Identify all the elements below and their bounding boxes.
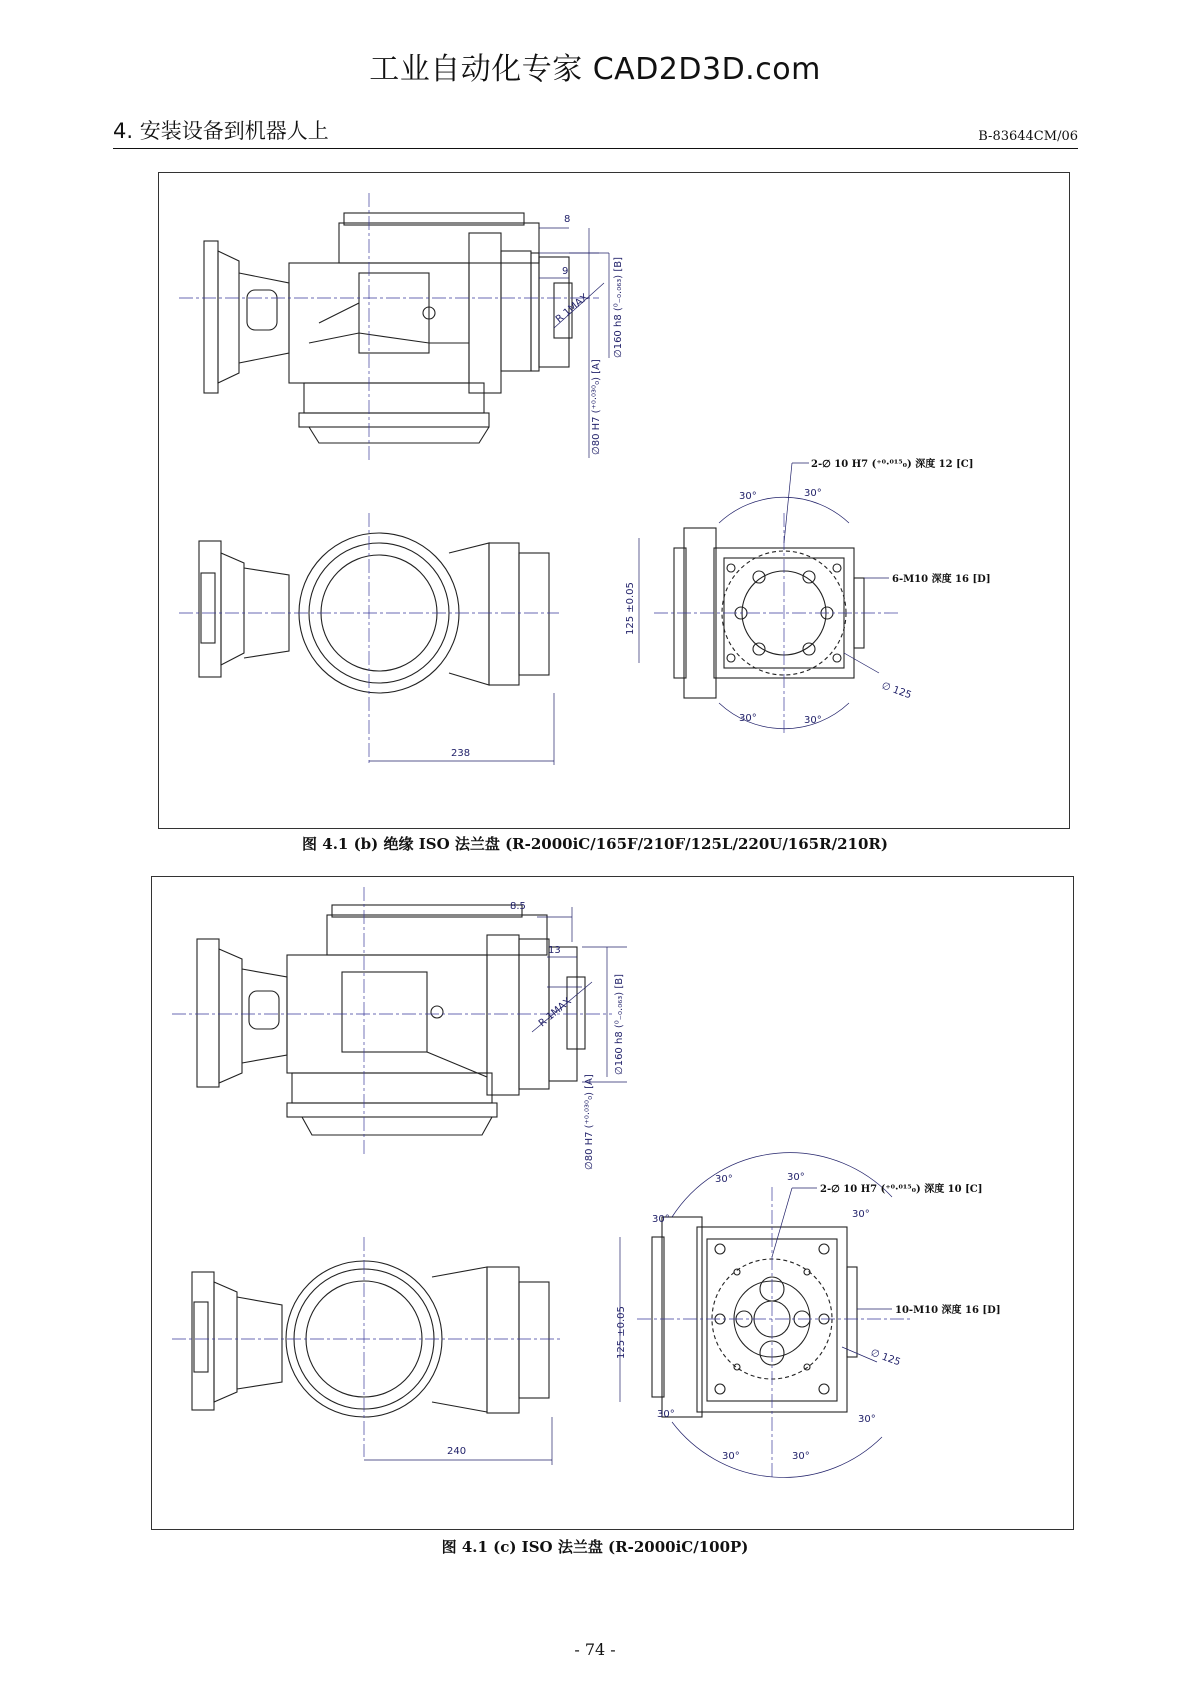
note-pin-holes: 2-∅ 10 H7 (⁺⁰·⁰¹⁵₀) 深度 10 [C] bbox=[820, 1184, 983, 1195]
dim-9: 9 bbox=[562, 266, 569, 277]
wrist-side-view-top bbox=[197, 905, 585, 1135]
dimension-lines bbox=[364, 907, 892, 1477]
dim-r1max: R 1MAX bbox=[553, 291, 591, 326]
dim-angle-30: 30° bbox=[652, 1214, 670, 1225]
dim-dia125: ∅ 125 bbox=[879, 680, 913, 702]
dim-dia160: ∅160 h8 (⁰₋₀.₀₆₃) [B] bbox=[614, 973, 625, 1075]
dim-angle-30: 30° bbox=[792, 1451, 810, 1462]
document-number: B-83644CM/06 bbox=[978, 129, 1078, 144]
dim-angle-30: 30° bbox=[722, 1451, 740, 1462]
dim-13: 13 bbox=[548, 945, 561, 956]
wrist-side-view-top bbox=[204, 213, 572, 443]
dimension-labels bbox=[447, 901, 902, 1462]
figure-b-drawing bbox=[158, 172, 1070, 829]
dim-angle-30: 30° bbox=[804, 715, 822, 726]
dim-angle-30: 30° bbox=[739, 491, 757, 502]
dim-8-5: 8.5 bbox=[510, 901, 526, 912]
figure-c-drawing bbox=[151, 876, 1074, 1530]
dim-dia160: ∅160 h8 (⁰₋₀.₀₆₃) [B] bbox=[613, 256, 624, 358]
figure-c-caption: 图 4.1 (c) ISO 法兰盘 (R-2000iC/100P) bbox=[441, 1538, 749, 1556]
dim-angle-30: 30° bbox=[715, 1174, 733, 1185]
note-tap-holes: 6-M10 深度 16 [D] bbox=[892, 574, 991, 585]
dim-angle-30: 30° bbox=[657, 1409, 675, 1420]
page-header bbox=[113, 118, 1078, 149]
dim-angle-30: 30° bbox=[852, 1209, 870, 1220]
dim-238: 238 bbox=[451, 748, 471, 759]
page-number: - 74 - bbox=[574, 1640, 616, 1659]
figure-b-svg bbox=[159, 173, 1069, 828]
figure-c-svg bbox=[152, 877, 1073, 1529]
figure-b-caption: 图 4.1 (b) 绝缘 ISO 法兰盘 (R-2000iC/165F/210F/125L/220U/165R/210R) bbox=[302, 835, 888, 853]
dim-125: 125 ±0.05 bbox=[625, 582, 636, 635]
dim-240: 240 bbox=[447, 1446, 467, 1457]
dim-dia80: ∅80 H7 (⁺⁰·⁰³⁰₀) [A] bbox=[591, 359, 602, 455]
dim-angle-30: 30° bbox=[787, 1172, 805, 1183]
dim-angle-30: 30° bbox=[858, 1414, 876, 1425]
note-tap-holes: 10-M10 深度 16 [D] bbox=[895, 1305, 1001, 1316]
dim-dia125: ∅ 125 bbox=[868, 1347, 902, 1369]
watermark-title: 工业自动化专家 CAD2D3D.com bbox=[369, 52, 821, 87]
note-pin-holes: 2-∅ 10 H7 (⁺⁰·⁰¹⁵₀) 深度 12 [C] bbox=[811, 459, 974, 470]
dim-r1max: R 1MAX bbox=[536, 995, 574, 1030]
dimension-labels bbox=[451, 214, 913, 759]
dim-dia80: ∅80 H7 (⁺⁰·⁰³⁰₀) [A] bbox=[584, 1074, 595, 1170]
dim-angle-30: 30° bbox=[739, 713, 757, 724]
flange-face-view bbox=[652, 1217, 857, 1417]
dim-angle-30: 30° bbox=[804, 488, 822, 499]
dim-125: 125 ±0.05 bbox=[616, 1306, 627, 1359]
dim-8: 8 bbox=[564, 214, 571, 225]
section-title: 4. 安装设备到机器人上 bbox=[113, 119, 329, 143]
